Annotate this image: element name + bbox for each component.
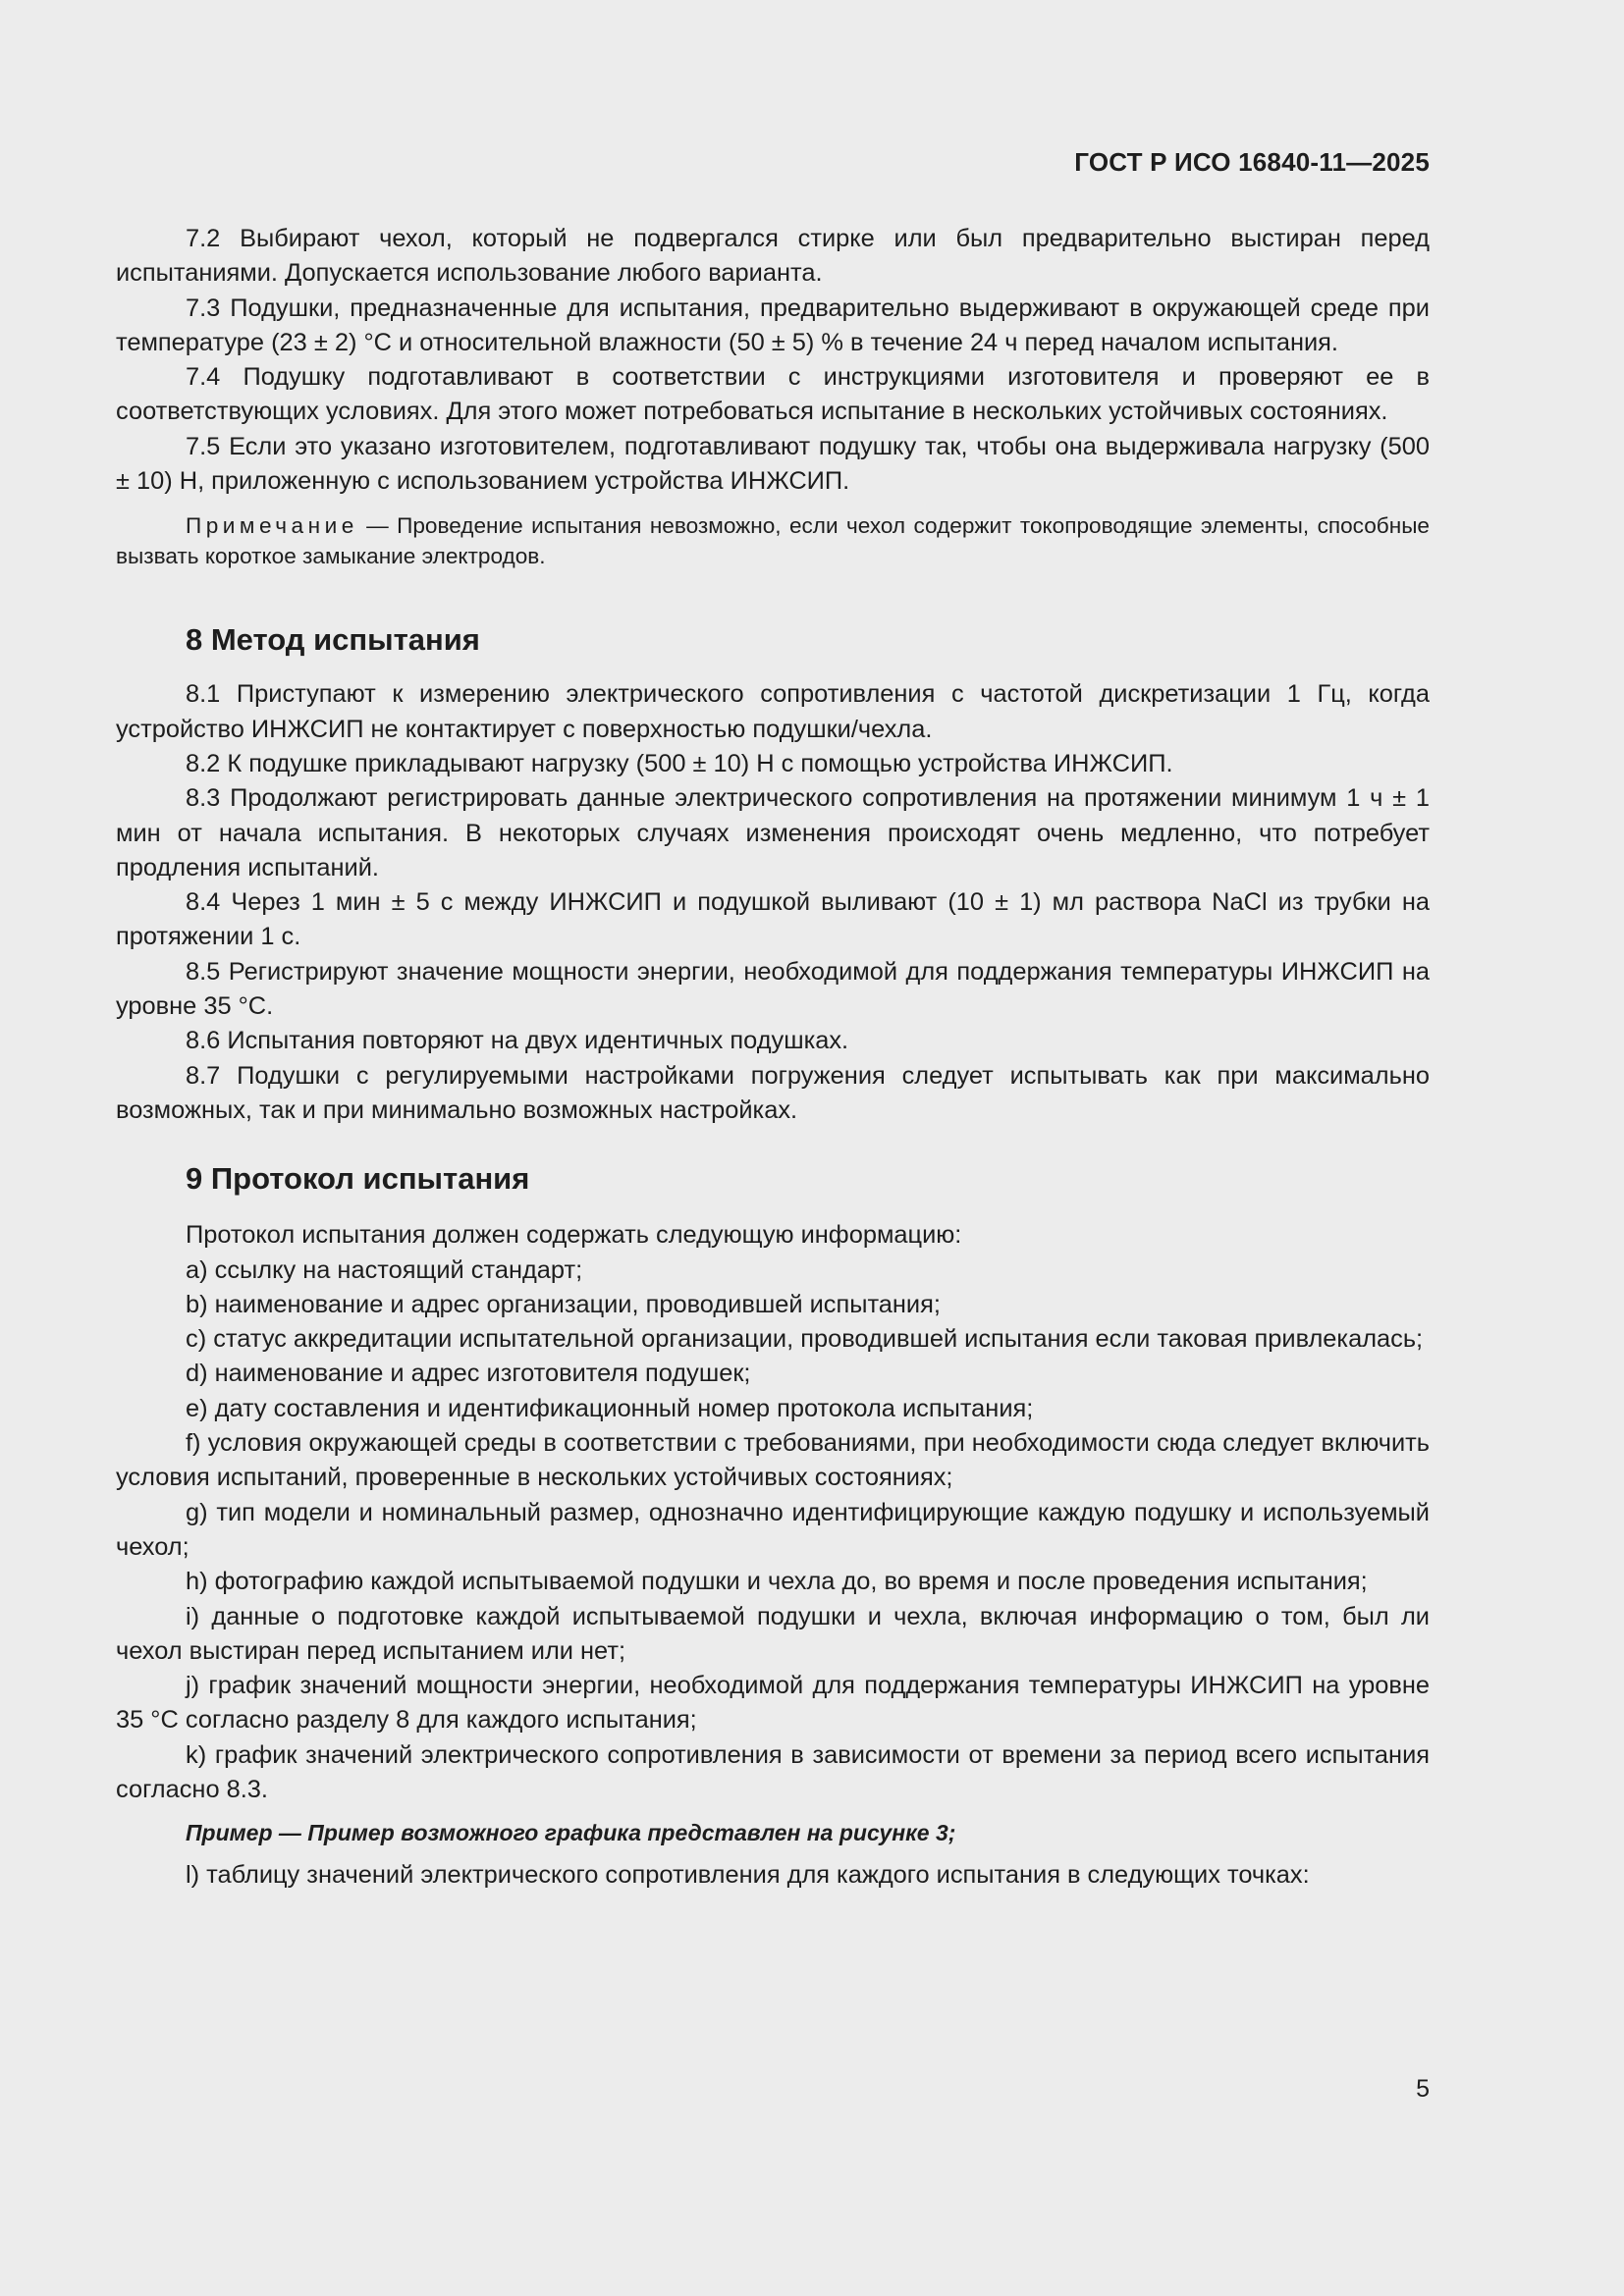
paragraph-7-5: 7.5 Если это указано изготовителем, подготавливают подушку так, чтобы она выдерживала нагрузку (500 ± 10) Н, приложенную с использованием устройства ИНЖСИП. <box>116 432 1430 496</box>
section-9-intro: Протокол испытания должен содержать следующую информацию: <box>186 1221 962 1250</box>
list-item-g: g) тип модели и номинальный размер, однозначно идентифицирующие каждую подушку и используемый чехол; <box>116 1498 1430 1561</box>
list-item-k: k) график значений электрического сопротивления в зависимости от времени за период всего испытания согласно 8.3. <box>116 1740 1430 1803</box>
list-item-h: h) фотографию каждой испытываемой подушки и чехла до, во время и после проведения испытания; <box>186 1568 1368 1596</box>
document-header: ГОСТ Р ИСО 16840-11—2025 <box>1074 147 1430 177</box>
list-item-c: c) статус аккредитации испытательной организации, проводившей испытания если таковая привлекалась; <box>186 1325 1424 1354</box>
section-9-heading: 9 Протокол испытания <box>186 1161 530 1197</box>
list-item-e: e) дату составления и идентификационный номер протокола испытания; <box>186 1394 1034 1422</box>
example-note: Пример — Пример возможного графика представлен на рисунке 3; <box>186 1820 956 1846</box>
list-item-l: l) таблицу значений электрического сопротивления для каждого испытания в следующих точках: <box>186 1861 1310 1890</box>
paragraph-8-2: 8.2 К подушке прикладывают нагрузку (500 ± 10) Н с помощью устройства ИНЖСИП. <box>186 749 1173 777</box>
paragraph-7-4: 7.4 Подушку подготавливают в соответствии с инструкциями изготовителя и проверяют ее в соответствующих условиях. Для этого может потребоваться испытание в нескольких устойчивых состояниях. <box>116 363 1430 426</box>
list-item-a: a) ссылку на настоящий стандарт; <box>186 1255 583 1284</box>
paragraph-8-1: 8.1 Приступают к измерению электрического сопротивления с частотой дискретизации 1 Гц, когда устройство ИНЖСИП не контактирует с поверхностью подушки/чехла. <box>116 680 1430 743</box>
page-number: 5 <box>1416 2075 1430 2103</box>
list-item-b: b) наименование и адрес организации, проводившей испытания; <box>186 1290 941 1318</box>
list-item-d: d) наименование и адрес изготовителя подушек; <box>186 1360 751 1388</box>
paragraph-8-4: 8.4 Через 1 мин ± 5 с между ИНЖСИП и подушкой выливают (10 ± 1) мл раствора NaCl из трубки на протяжении 1 с. <box>116 888 1430 951</box>
note-text: — Проведение испытания невозможно, если чехол содержит токопроводящие элементы, способные вызвать короткое замыкание электродов. <box>116 513 1430 569</box>
note <box>116 510 1430 571</box>
list-item-j: j) график значений мощности энергии, необходимой для поддержания температуры ИНЖСИП на уровне 35 °С согласно разделу 8 для каждого испытания; <box>116 1672 1430 1735</box>
paragraph-7-2: 7.2 Выбирают чехол, который не подвергался стирке или был предварительно выстиран перед испытаниями. Допускается использование любого варианта. <box>116 225 1430 288</box>
section-8-heading: 8 Метод испытания <box>186 622 480 658</box>
paragraph-8-3: 8.3 Продолжают регистрировать данные электрического сопротивления на протяжении минимум 1 ч ± 1 мин от начала испытания. В некоторых случаях изменения происходят очень медленно, что потребует продления испытаний. <box>116 784 1430 881</box>
paragraph-8-5: 8.5 Регистрируют значение мощности энергии, необходимой для поддержания температуры ИНЖСИП на уровне 35 °С. <box>116 957 1430 1021</box>
note-label: Примечание <box>186 513 358 539</box>
paragraph-8-6: 8.6 Испытания повторяют на двух идентичных подушках. <box>186 1027 849 1055</box>
list-item-i: i) данные о подготовке каждой испытываемой подушки и чехла, включая информацию о том, был ли чехол выстиран перед испытанием или нет; <box>116 1602 1430 1665</box>
paragraph-8-7: 8.7 Подушки с регулируемыми настройками погружения следует испытывать как при максимально возможных, так и при минимально возможных настройках. <box>116 1061 1430 1124</box>
document-body <box>116 222 1430 1894</box>
paragraph-7-3: 7.3 Подушки, предназначенные для испытания, предварительно выдерживают в окружающей среде при температуре (23 ± 2) °С и относительной влажности (50 ± 5) % в течение 24 ч перед началом испытания. <box>116 294 1430 356</box>
list-item-f: f) условия окружающей среды в соответствии с требованиями, при необходимости сюда следует включить условия испытаний, проверенные в нескольких устойчивых состояниях; <box>116 1429 1430 1492</box>
